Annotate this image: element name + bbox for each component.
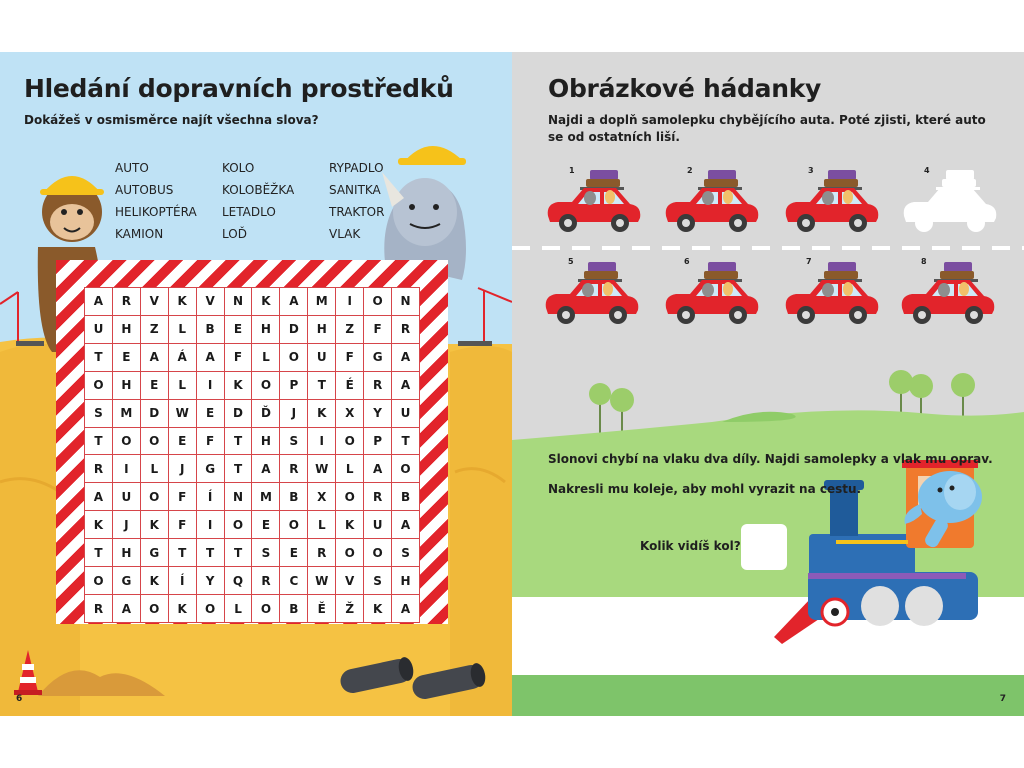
grid-cell[interactable]: R	[364, 372, 392, 400]
word-list-item: SANITKA	[329, 183, 381, 197]
grid-cell[interactable]: K	[169, 288, 197, 316]
grid-cell[interactable]: W	[308, 455, 336, 483]
grid-cell[interactable]: R	[364, 483, 392, 511]
grid-cell[interactable]: A	[252, 455, 280, 483]
grid-cell[interactable]: D	[141, 400, 169, 428]
grid-cell[interactable]: H	[308, 316, 336, 344]
word-list-item: RYPADLO	[329, 161, 384, 175]
grid-cell[interactable]: L	[308, 511, 336, 539]
car-8-icon	[894, 256, 998, 328]
word-search-frame	[56, 260, 448, 624]
grid-cell[interactable]: A	[392, 595, 420, 623]
grid-cell[interactable]: O	[392, 455, 420, 483]
grid-cell[interactable]: F	[169, 483, 197, 511]
grid-cell[interactable]: W	[169, 400, 197, 428]
word-list-item: LETADLO	[222, 205, 276, 219]
grid-cell[interactable]: G	[113, 567, 141, 595]
grid-cell[interactable]: K	[85, 511, 113, 539]
grid-cell[interactable]: H	[113, 539, 141, 567]
grid-cell[interactable]: J	[169, 455, 197, 483]
grid-cell[interactable]: H	[252, 316, 280, 344]
grid-cell[interactable]: K	[336, 511, 364, 539]
grid-cell[interactable]: P	[280, 372, 308, 400]
grid-cell[interactable]: K	[169, 595, 197, 623]
grid-cell[interactable]: T	[225, 539, 253, 567]
grid-cell[interactable]: S	[392, 539, 420, 567]
word-search-grid	[84, 287, 420, 623]
grid-cell[interactable]: O	[336, 483, 364, 511]
grid-cell[interactable]: Í	[197, 483, 225, 511]
grid-cell[interactable]: V	[141, 288, 169, 316]
grid-cell[interactable]: O	[113, 428, 141, 456]
grid-cell[interactable]: E	[280, 539, 308, 567]
grid-cell[interactable]: A	[141, 344, 169, 372]
grid-cell[interactable]: N	[392, 288, 420, 316]
grid-cell[interactable]: U	[392, 400, 420, 428]
grid-cell[interactable]: T	[85, 344, 113, 372]
grid-cell[interactable]: T	[225, 428, 253, 456]
word-list-column-2	[222, 157, 294, 245]
grid-cell[interactable]: U	[113, 483, 141, 511]
grid-cell[interactable]: X	[308, 483, 336, 511]
grid-cell[interactable]: O	[197, 595, 225, 623]
grid-cell[interactable]: S	[364, 567, 392, 595]
grid-cell[interactable]: E	[169, 428, 197, 456]
grid-cell[interactable]: L	[141, 455, 169, 483]
right-page	[512, 52, 1024, 716]
word-list-column-3	[329, 157, 384, 245]
grid-cell[interactable]: C	[280, 567, 308, 595]
car-number: 5	[568, 257, 574, 266]
grid-cell[interactable]: F	[225, 344, 253, 372]
grid-cell[interactable]: Y	[364, 400, 392, 428]
grid-cell[interactable]: O	[280, 511, 308, 539]
grid-cell[interactable]: K	[141, 511, 169, 539]
grid-cell[interactable]: K	[141, 567, 169, 595]
grid-cell[interactable]: Ď	[252, 400, 280, 428]
grid-cell[interactable]: I	[336, 288, 364, 316]
grid-cell[interactable]: T	[392, 428, 420, 456]
grid-cell[interactable]: L	[336, 455, 364, 483]
car-7-icon	[778, 256, 882, 328]
page-title: Hledání dopravních prostředků	[24, 74, 454, 103]
car-number: 4	[924, 166, 930, 175]
word-list-item: HELIKOPTÉRA	[115, 205, 197, 219]
grid-cell[interactable]: O	[225, 511, 253, 539]
grid-cell[interactable]: R	[85, 595, 113, 623]
grid-cell[interactable]: B	[280, 595, 308, 623]
grid-cell[interactable]: Z	[336, 316, 364, 344]
grid-cell[interactable]: I	[197, 372, 225, 400]
grid-cell[interactable]: D	[280, 316, 308, 344]
word-list-item: KAMION	[115, 227, 164, 241]
car-1-icon	[540, 164, 644, 236]
word-list-item: KOLO	[222, 161, 255, 175]
grid-cell[interactable]: L	[252, 344, 280, 372]
grid-cell[interactable]: H	[252, 428, 280, 456]
grid-cell[interactable]: S	[280, 428, 308, 456]
wheel-question: Kolik vidíš kol?	[640, 539, 741, 553]
grid-cell[interactable]: R	[85, 455, 113, 483]
grid-cell[interactable]: B	[392, 483, 420, 511]
grid-cell[interactable]: A	[197, 344, 225, 372]
grass-strip	[512, 675, 1024, 716]
grid-cell[interactable]: Í	[169, 567, 197, 595]
grid-cell[interactable]: V	[336, 567, 364, 595]
grid-cell[interactable]: H	[113, 316, 141, 344]
grid-cell[interactable]: R	[113, 288, 141, 316]
track-instruction: Nakresli mu koleje, aby mohl vyrazit na cestu.	[548, 482, 862, 496]
right-scenery	[512, 52, 1024, 716]
grid-cell[interactable]: F	[336, 344, 364, 372]
grid-cell[interactable]: L	[169, 316, 197, 344]
grid-cell[interactable]: B	[197, 316, 225, 344]
grid-cell[interactable]: U	[308, 344, 336, 372]
grid-cell[interactable]: O	[364, 288, 392, 316]
left-page	[0, 52, 512, 716]
grid-cell[interactable]: K	[225, 372, 253, 400]
grid-cell[interactable]: T	[169, 539, 197, 567]
grid-cell[interactable]: I	[197, 511, 225, 539]
grid-cell[interactable]: E	[252, 511, 280, 539]
grid-cell[interactable]: O	[85, 372, 113, 400]
word-list-item: LOĎ	[222, 227, 247, 241]
grid-cell[interactable]: B	[280, 483, 308, 511]
grid-cell[interactable]: R	[308, 539, 336, 567]
grid-cell[interactable]: F	[197, 428, 225, 456]
grid-cell[interactable]: K	[252, 288, 280, 316]
grid-cell[interactable]: J	[113, 511, 141, 539]
grid-cell[interactable]: A	[392, 511, 420, 539]
grid-cell[interactable]: A	[392, 344, 420, 372]
grid-cell[interactable]: Á	[169, 344, 197, 372]
car-number: 6	[684, 257, 690, 266]
word-list-column-1	[115, 157, 197, 245]
page-title: Obrázkové hádanky	[548, 74, 822, 103]
grid-cell[interactable]: T	[197, 539, 225, 567]
grid-cell[interactable]: O	[336, 539, 364, 567]
grid-cell[interactable]: T	[225, 455, 253, 483]
grid-cell[interactable]: N	[225, 288, 253, 316]
grid-cell[interactable]: I	[308, 428, 336, 456]
car-number: 7	[806, 257, 812, 266]
grid-cell[interactable]: O	[85, 567, 113, 595]
word-list-item: AUTO	[115, 161, 149, 175]
grid-cell[interactable]: U	[364, 511, 392, 539]
grid-cell[interactable]: S	[85, 400, 113, 428]
grid-cell[interactable]: M	[113, 400, 141, 428]
grid-cell[interactable]: O	[141, 428, 169, 456]
car-number: 1	[569, 166, 575, 175]
page-subtitle	[548, 112, 986, 146]
grid-cell[interactable]: H	[113, 372, 141, 400]
grid-cell[interactable]: R	[252, 567, 280, 595]
grid-cell[interactable]: Ž	[336, 595, 364, 623]
grid-cell[interactable]: D	[225, 400, 253, 428]
car-number: 2	[687, 166, 693, 175]
grid-cell[interactable]: X	[336, 400, 364, 428]
grid-cell[interactable]: Z	[141, 316, 169, 344]
grid-cell[interactable]: L	[169, 372, 197, 400]
grid-cell[interactable]: M	[308, 288, 336, 316]
grid-cell[interactable]: E	[113, 344, 141, 372]
grid-cell[interactable]: O	[336, 428, 364, 456]
grid-cell[interactable]: O	[141, 483, 169, 511]
page-number-left: 6	[16, 694, 23, 704]
page-number-right: 7	[999, 694, 1006, 704]
grid-cell[interactable]: L	[225, 595, 253, 623]
grid-cell[interactable]: R	[280, 455, 308, 483]
grid-cell[interactable]: W	[308, 567, 336, 595]
grid-cell[interactable]: S	[252, 539, 280, 567]
grid-cell[interactable]: E	[197, 400, 225, 428]
car-4-missing-sticker[interactable]	[896, 164, 1000, 236]
grid-cell[interactable]: A	[392, 372, 420, 400]
grid-cell[interactable]: A	[85, 483, 113, 511]
grid-cell[interactable]: A	[113, 595, 141, 623]
word-list-item: KOLOBĚŽKA	[222, 183, 295, 197]
grid-cell[interactable]: G	[197, 455, 225, 483]
grid-cell[interactable]: O	[364, 539, 392, 567]
crane-right	[478, 288, 512, 344]
grid-cell[interactable]: E	[225, 316, 253, 344]
word-list-item: AUTOBUS	[115, 183, 174, 197]
grid-cell[interactable]: É	[336, 372, 364, 400]
grid-cell[interactable]: G	[141, 539, 169, 567]
subtitle-line-2: se od ostatních liší.	[548, 130, 680, 144]
train-instruction: Slonovi chybí na vlaku dva díly. Najdi samolepky a vlak mu oprav.	[548, 452, 993, 466]
grid-cell[interactable]: R	[392, 316, 420, 344]
grid-cell[interactable]: M	[252, 483, 280, 511]
crane-left	[0, 292, 18, 344]
grid-cell[interactable]: N	[225, 483, 253, 511]
car-number: 8	[921, 257, 927, 266]
grid-cell[interactable]: F	[364, 316, 392, 344]
grid-cell[interactable]: J	[280, 400, 308, 428]
grid-cell[interactable]: K	[364, 595, 392, 623]
grid-cell[interactable]: O	[252, 595, 280, 623]
car-number: 3	[808, 166, 814, 175]
grid-cell[interactable]: O	[280, 344, 308, 372]
car-5-icon	[538, 256, 642, 328]
car-6-icon	[658, 256, 762, 328]
grid-cell[interactable]: I	[113, 455, 141, 483]
grid-cell[interactable]: E	[141, 372, 169, 400]
car-2-icon	[658, 164, 762, 236]
grid-cell[interactable]: A	[85, 288, 113, 316]
car-3-icon	[778, 164, 882, 236]
grid-cell[interactable]: K	[308, 400, 336, 428]
word-list-item: TRAKTOR	[329, 205, 385, 219]
page-subtitle: Dokážeš v osmisměrce najít všechna slova?	[24, 113, 319, 127]
grid-cell[interactable]: T	[85, 539, 113, 567]
grid-cell[interactable]: Y	[197, 567, 225, 595]
grid-cell[interactable]: F	[169, 511, 197, 539]
grid-cell[interactable]: T	[308, 372, 336, 400]
grid-cell[interactable]: O	[141, 595, 169, 623]
grid-cell[interactable]: Q	[225, 567, 253, 595]
grid-cell[interactable]: A	[364, 455, 392, 483]
grid-cell[interactable]: Ě	[308, 595, 336, 623]
grid-cell[interactable]: T	[85, 428, 113, 456]
subtitle-line-1: Najdi a doplň samolepku chybějícího auta. Poté zjisti, které auto	[548, 113, 986, 127]
grid-cell[interactable]: G	[364, 344, 392, 372]
grid-cell[interactable]: O	[252, 372, 280, 400]
wheel-answer-box[interactable]	[741, 524, 787, 570]
grid-cell[interactable]: P	[364, 428, 392, 456]
grid-cell[interactable]: U	[85, 316, 113, 344]
grid-cell[interactable]: H	[392, 567, 420, 595]
grid-cell[interactable]: V	[197, 288, 225, 316]
word-list-item: VLAK	[329, 227, 361, 241]
grid-cell[interactable]: A	[280, 288, 308, 316]
